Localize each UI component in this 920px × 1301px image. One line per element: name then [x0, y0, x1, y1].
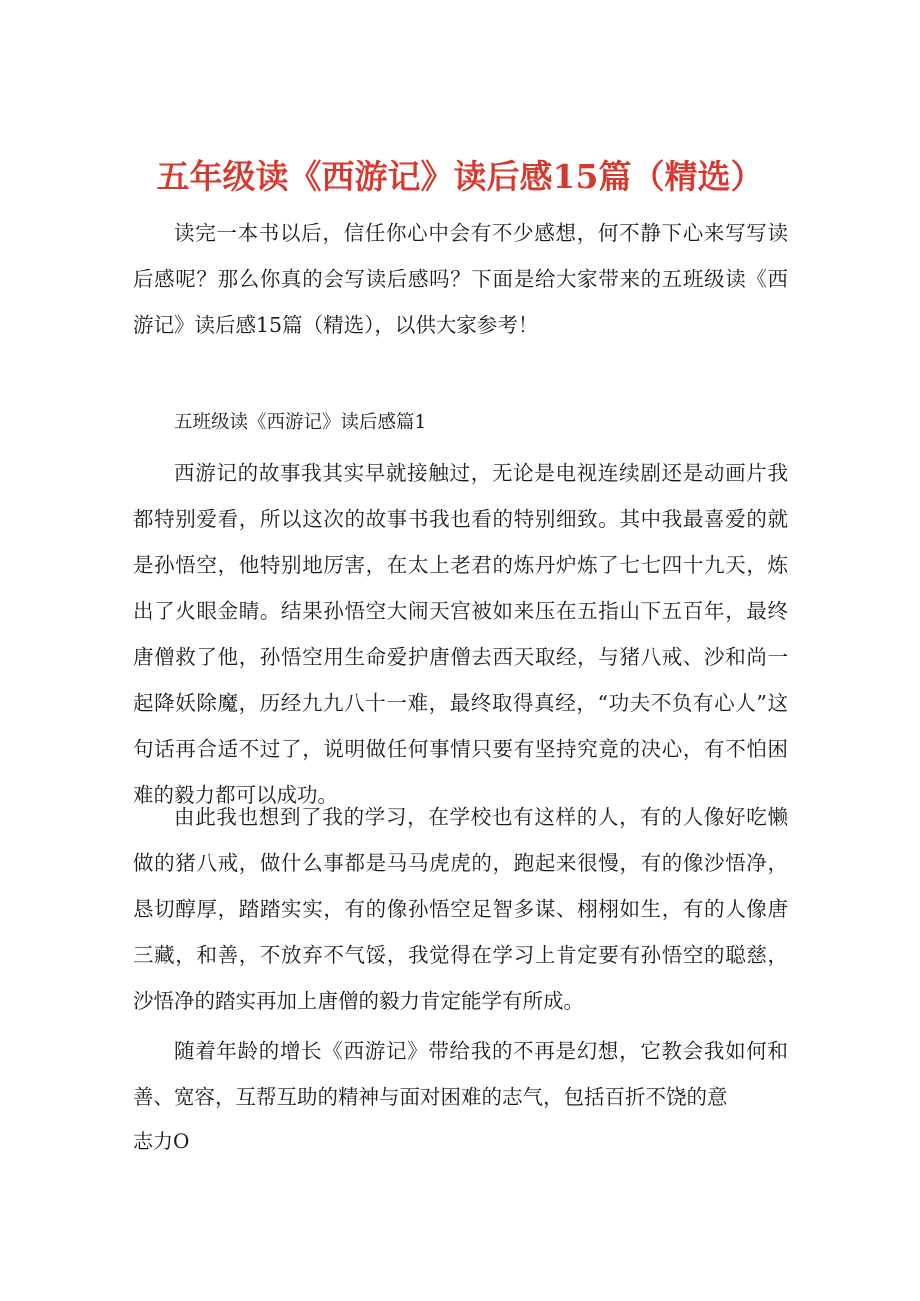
body-paragraph-1: 西游记的故事我其实早就接触过，无论是电视连续剧还是动画片我都特别爱看，所以这次的故事书我也看的特别细致。其中我最喜爱的就是孙悟空，他特别地厉害，在太上老君的炼丹炉炼了七七四十九天，炼出了火眼金睛。结果孙悟空大闹天宫被如来压在五指山下五百年，最终唐僧救了他，孙悟空用生命爱护唐僧去西天取经，与猪八戒、沙和尚一起降妖除魔，历经九九八十一难，最终取得真经，“功夫不负有心人”这句话再合适不过了，说明做任何事情只要有坚持究竟的决心，有不怕困难的毅力都可以成功。	[133, 461, 788, 807]
body-paragraph-3: 随着年龄的增长《西游记》带给我的不再是幻想，它教会我如何和善、宽容，互帮互助的精神与面对困难的志气，包括百折不饶的意	[133, 1039, 788, 1109]
document-title: 五年级读《西游记》读后感15篇（精选）	[156, 157, 764, 197]
body-paragraph-2: 由此我也想到了我的学习，在学校也有这样的人，有的人像好吃懒做的猪八戒，做什么事都是马马虎虎的，跑起来很慢，有的像沙悟净，恳切醇厚，踏踏实实，有的像孙悟空足智多谋、栩栩如生，有的人像唐三藏，和善，不放弃不气馁，我觉得在学习上肯定要有孙悟空的聪慈，沙悟净的踏实再加上唐僧的毅力肯定能学有所成。	[133, 805, 788, 1013]
trailing-text: 志力O	[133, 1129, 190, 1153]
intro-paragraph: 读完一本书以后，信任你心中会有不少感想，何不静下心来写写读后感呢？那么你真的会写读后感吗？下面是给大家带来的五班级读《西游记》读后感15篇（精选），以供大家参考！	[133, 221, 788, 337]
section-heading: 五班级读《西游记》读后感篇1	[174, 412, 427, 433]
